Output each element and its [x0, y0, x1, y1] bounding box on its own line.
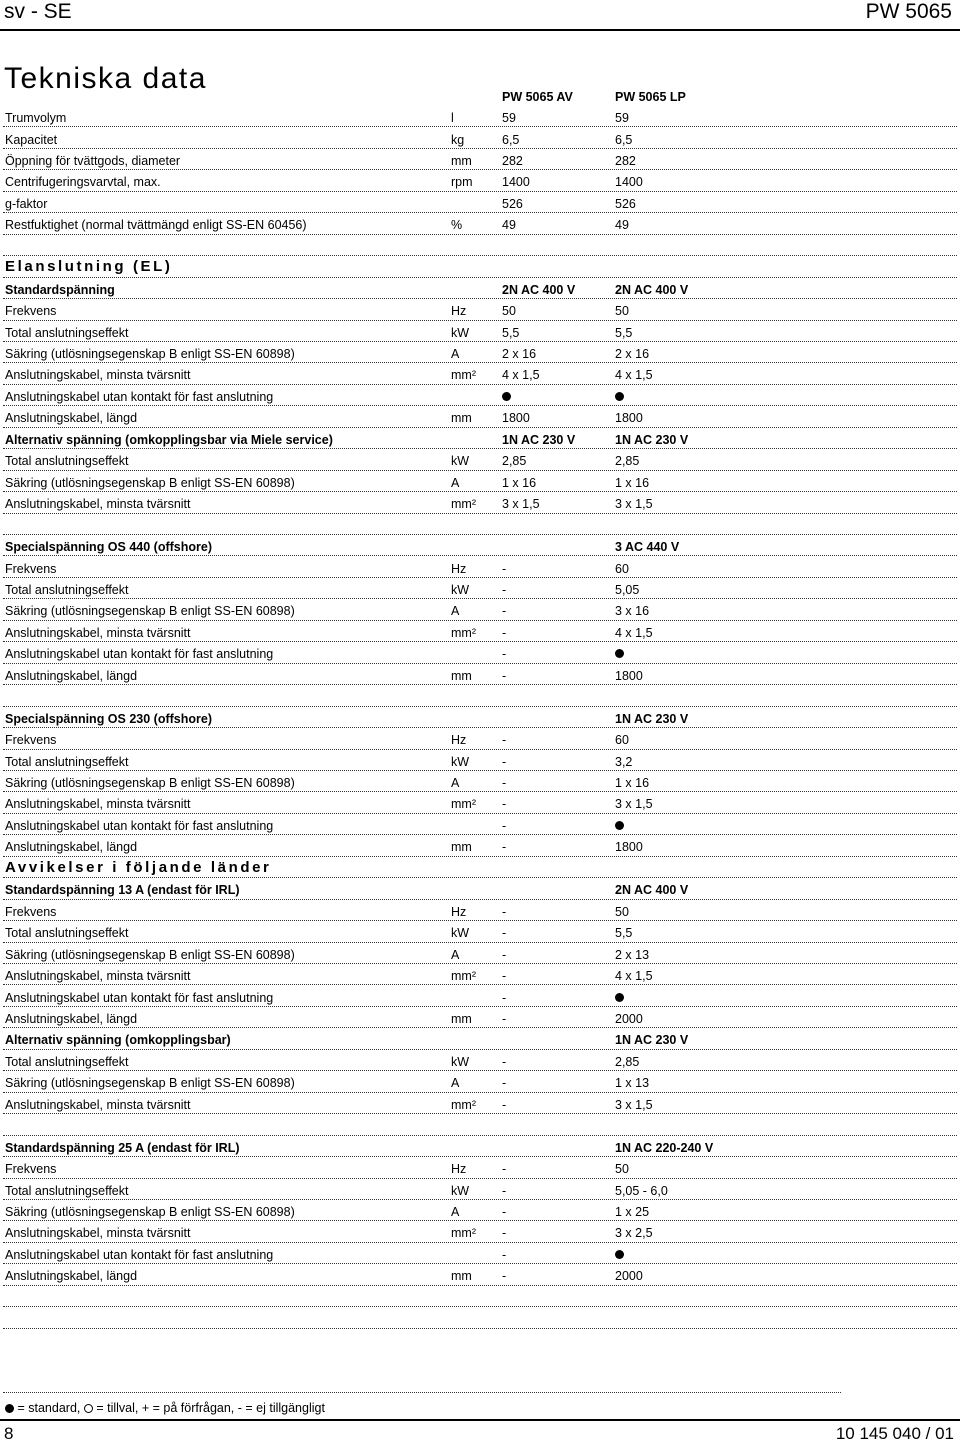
row-unit: mm — [451, 411, 472, 426]
row-label: Säkring (utlösningsegenskap B enligt SS-EN 60898) — [5, 776, 295, 790]
row-label: Total anslutningseffekt — [5, 1054, 129, 1069]
table-row — [0, 471, 960, 492]
row-unit: A — [451, 604, 460, 619]
row-label: Specialspänning OS 440 (offshore) — [5, 540, 212, 555]
value-lp — [615, 1248, 624, 1262]
value-lp — [615, 819, 624, 833]
value-av: - — [502, 604, 507, 619]
row-label: Total anslutningseffekt — [5, 1183, 129, 1198]
value-av: - — [502, 1226, 507, 1241]
row-label: Anslutningskabel, minsta tvärsnitt — [5, 969, 191, 984]
row-label: Anslutningskabel, längd — [5, 1269, 138, 1284]
value-lp: 50 — [615, 304, 629, 319]
table-row — [0, 363, 960, 384]
table-row — [0, 1200, 960, 1221]
value-av: 3 x 1,5 — [502, 497, 540, 512]
row-label: Specialspänning OS 230 (offshore) — [5, 711, 212, 726]
spacer-row — [0, 1286, 960, 1307]
value-av: - — [502, 647, 507, 662]
value-lp: 1N AC 230 V — [615, 1033, 689, 1048]
value-lp: 50 — [615, 904, 629, 919]
table-row — [0, 1243, 960, 1264]
table-row — [0, 192, 960, 213]
row-label: Anslutningskabel utan kontakt för fast anslutning — [5, 389, 274, 404]
table-row — [0, 878, 960, 899]
table-row — [0, 535, 960, 556]
row-label: Säkring (utlösningsegenskap B enligt SS-EN 60898) — [5, 1205, 295, 1219]
value-av: - — [502, 582, 507, 597]
table-row — [0, 213, 960, 234]
row-label: Anslutningskabel utan kontakt för fast anslutning — [5, 990, 274, 1005]
row-label: Anslutningskabel, minsta tvärsnitt — [5, 625, 191, 640]
value-lp: 3 AC 440 V — [615, 540, 680, 555]
row-unit: Hz — [451, 733, 467, 748]
table-row — [0, 1221, 960, 1242]
table-row — [0, 728, 960, 749]
row-label: Total anslutningseffekt — [5, 582, 129, 597]
value-av: 5,5 — [502, 325, 520, 340]
row-label: Kapacitet — [5, 132, 58, 147]
table-row — [0, 642, 960, 663]
value-lp: 59 — [615, 111, 629, 126]
value-lp: 3 x 1,5 — [615, 497, 653, 512]
row-unit: kW — [451, 582, 470, 597]
row-label: Anslutningskabel utan kontakt för fast anslutning — [5, 1247, 274, 1262]
value-lp: 1N AC 230 V — [615, 711, 689, 726]
value-av: 6,5 — [502, 132, 520, 147]
table-row — [0, 964, 960, 985]
model-name: PW 5065 — [865, 0, 952, 23]
document-number: 10 145 040 / 01 — [835, 1424, 954, 1443]
filled-dot-icon — [5, 1404, 14, 1413]
row-unit: mm² — [451, 1226, 476, 1241]
table-row — [0, 128, 960, 149]
row-label: Anslutningskabel, längd — [5, 840, 138, 855]
table-row — [0, 1028, 960, 1049]
value-lp: 49 — [615, 218, 629, 233]
value-av: - — [502, 1097, 507, 1112]
row-unit: kW — [451, 754, 470, 769]
value-lp: 4 x 1,5 — [615, 625, 653, 640]
table-row — [0, 835, 960, 856]
legend-option-text: = tillval, + = på förfrågan, - = ej tillgängligt — [96, 1401, 325, 1415]
value-lp: 1800 — [615, 411, 643, 426]
row-label: Frekvens — [5, 1162, 57, 1177]
value-lp: 1 x 16 — [615, 475, 650, 490]
table-row — [0, 1007, 960, 1028]
row-label: Öppning för tvättgods, diameter — [5, 153, 181, 168]
row-label: Säkring (utlösningsegenskap B enligt SS-EN 60898) — [5, 1076, 295, 1091]
value-lp — [615, 991, 624, 1005]
row-unit: A — [451, 1205, 460, 1219]
row-unit: mm — [451, 668, 472, 683]
value-lp: 1400 — [615, 175, 643, 190]
language-code: sv - SE — [4, 0, 72, 23]
value-av: - — [502, 1269, 507, 1284]
value-lp: 3 x 16 — [615, 604, 650, 619]
value-av: - — [502, 733, 507, 748]
row-unit: kW — [451, 926, 470, 941]
value-av: 526 — [502, 196, 523, 211]
footer-rule — [0, 1419, 960, 1421]
row-unit: A — [451, 475, 460, 490]
table-row — [0, 664, 960, 685]
table-row — [0, 750, 960, 771]
value-av: - — [502, 776, 507, 790]
table-row — [0, 449, 960, 470]
table-row — [0, 557, 960, 578]
row-label: Centrifugeringsvarvtal, max. — [5, 175, 161, 190]
value-av: - — [502, 904, 507, 919]
value-av: 1800 — [502, 411, 530, 426]
value-av: - — [502, 1247, 507, 1262]
value-av: - — [502, 1162, 507, 1177]
row-unit: mm² — [451, 368, 476, 383]
row-label: Säkring (utlösningsegenskap B enligt SS-EN 60898) — [5, 947, 295, 962]
value-lp: 526 — [615, 196, 636, 211]
value-lp: 5,5 — [615, 926, 633, 941]
value-av: 4 x 1,5 — [502, 368, 540, 383]
row-unit: mm² — [451, 797, 476, 812]
row-label: Anslutningskabel, minsta tvärsnitt — [5, 1097, 191, 1112]
row-label: Anslutningskabel, minsta tvärsnitt — [5, 368, 191, 383]
table-row — [0, 707, 960, 728]
table-row — [0, 170, 960, 191]
row-unit: A — [451, 347, 460, 361]
value-lp: 2000 — [615, 1011, 643, 1026]
row-unit: mm — [451, 1011, 472, 1026]
row-unit: mm² — [451, 1097, 476, 1112]
value-av: - — [502, 561, 507, 576]
table-row — [0, 1264, 960, 1285]
value-av: 49 — [502, 218, 516, 233]
row-unit: Hz — [451, 904, 467, 919]
row-label: Anslutningskabel, minsta tvärsnitt — [5, 1226, 191, 1241]
table-row — [0, 278, 960, 299]
row-label: Total anslutningseffekt — [5, 926, 129, 941]
value-lp: 60 — [615, 561, 629, 576]
row-label: Standardspänning — [5, 282, 115, 297]
value-lp: 3,2 — [615, 754, 633, 769]
value-lp — [615, 390, 624, 404]
row-unit: A — [451, 947, 460, 962]
value-lp: 5,05 - 6,0 — [615, 1183, 668, 1198]
row-label: Anslutningskabel, längd — [5, 668, 138, 683]
table-row — [0, 1157, 960, 1178]
value-av: 2,85 — [502, 454, 527, 469]
value-av: - — [502, 969, 507, 984]
row-unit: kW — [451, 325, 470, 340]
value-lp: 3 x 1,5 — [615, 1097, 653, 1112]
column-header-av: PW 5065 AV — [502, 89, 573, 104]
row-unit: mm — [451, 1269, 472, 1284]
row-label: Frekvens — [5, 304, 57, 319]
value-av: 2 x 16 — [502, 347, 537, 361]
spacer-row — [0, 514, 960, 535]
table-row — [0, 578, 960, 599]
value-lp: 1 x 16 — [615, 776, 650, 790]
value-av: 1 x 16 — [502, 475, 537, 490]
filled-dot-icon — [502, 392, 511, 401]
value-av: - — [502, 926, 507, 941]
spacer-row — [0, 1307, 960, 1328]
value-av: 1400 — [502, 175, 530, 190]
row-unit: Hz — [451, 1162, 467, 1177]
value-lp: 3 x 1,5 — [615, 797, 653, 812]
legend — [5, 1401, 325, 1415]
value-av: 1N AC 230 V — [502, 432, 576, 447]
table-row — [0, 986, 960, 1007]
row-unit: mm² — [451, 625, 476, 640]
section-heading: Avvikelser i följande länder — [5, 858, 272, 876]
row-unit: l — [451, 111, 454, 126]
row-label: Trumvolym — [5, 111, 67, 126]
row-unit: Hz — [451, 561, 467, 576]
value-av: - — [502, 1011, 507, 1026]
table-row — [0, 428, 960, 449]
row-label: Alternativ spänning (omkopplingsbar) — [5, 1033, 231, 1048]
table-row — [0, 406, 960, 427]
table-row — [0, 621, 960, 642]
row-label: Standardspänning 25 A (endast för IRL) — [5, 1140, 240, 1155]
filled-dot-icon — [615, 993, 624, 1002]
value-lp: 1N AC 230 V — [615, 432, 689, 447]
table-row — [0, 1136, 960, 1157]
row-label: Anslutningskabel, längd — [5, 411, 138, 426]
value-av: 282 — [502, 153, 523, 168]
row-label: Anslutningskabel, minsta tvärsnitt — [5, 797, 191, 812]
table-row — [0, 321, 960, 342]
row-label: Anslutningskabel, minsta tvärsnitt — [5, 497, 191, 512]
row-unit: mm² — [451, 969, 476, 984]
row-label: Restfuktighet (normal tvättmängd enligt SS-EN 60456) — [5, 218, 307, 233]
table-row — [0, 814, 960, 835]
table-row — [0, 1071, 960, 1092]
value-av — [502, 390, 511, 404]
row-label: Anslutningskabel utan kontakt för fast anslutning — [5, 818, 274, 833]
open-circle-icon — [84, 1404, 93, 1413]
value-lp: 1800 — [615, 668, 643, 683]
value-av: 50 — [502, 304, 516, 319]
row-unit: Hz — [451, 304, 467, 319]
value-lp: 3 x 2,5 — [615, 1226, 653, 1241]
value-av: - — [502, 754, 507, 769]
row-unit: mm — [451, 840, 472, 855]
legend-divider — [3, 1392, 841, 1393]
value-lp — [615, 647, 624, 661]
column-header-row — [0, 85, 960, 106]
row-label: Frekvens — [5, 561, 57, 576]
value-av: - — [502, 1054, 507, 1069]
value-av: - — [502, 840, 507, 855]
table-row — [0, 149, 960, 170]
value-av: - — [502, 947, 507, 962]
value-av: - — [502, 1076, 507, 1091]
table-row — [0, 106, 960, 127]
section-heading-row — [0, 256, 960, 277]
row-label: g-faktor — [5, 196, 48, 211]
filled-dot-icon — [615, 392, 624, 401]
table-row — [0, 1179, 960, 1200]
row-label: Alternativ spänning (omkopplingsbar via Miele service) — [5, 432, 333, 447]
value-lp: 5,05 — [615, 582, 640, 597]
value-lp: 2000 — [615, 1269, 643, 1284]
value-lp: 5,5 — [615, 325, 633, 340]
row-unit: % — [451, 218, 463, 233]
value-lp: 2 x 13 — [615, 947, 650, 962]
value-av: - — [502, 990, 507, 1005]
value-lp: 2,85 — [615, 454, 640, 469]
value-av: - — [502, 668, 507, 683]
filled-dot-icon — [615, 821, 624, 830]
table-row — [0, 492, 960, 513]
table-row — [0, 771, 960, 792]
row-unit: kW — [451, 1183, 470, 1198]
row-label: Säkring (utlösningsegenskap B enligt SS-EN 60898) — [5, 604, 295, 619]
row-label: Säkring (utlösningsegenskap B enligt SS-EN 60898) — [5, 475, 295, 490]
row-label: Anslutningskabel utan kontakt för fast anslutning — [5, 647, 274, 662]
spacer-row — [0, 685, 960, 706]
table-row — [0, 299, 960, 320]
row-label: Frekvens — [5, 904, 57, 919]
value-lp: 6,5 — [615, 132, 633, 147]
section-heading: Elanslutning (EL) — [5, 258, 173, 276]
row-unit: kg — [451, 132, 465, 147]
spacer-row — [0, 235, 960, 256]
table-row — [0, 921, 960, 942]
value-lp: 60 — [615, 733, 629, 748]
value-lp: 1 x 25 — [615, 1205, 650, 1219]
value-lp: 50 — [615, 1162, 629, 1177]
value-av: - — [502, 1183, 507, 1198]
value-av: 2N AC 400 V — [502, 282, 576, 297]
value-lp: 2 x 16 — [615, 347, 650, 361]
header-rule — [0, 29, 960, 31]
table-row — [0, 1050, 960, 1071]
table-row — [0, 599, 960, 620]
row-unit: A — [451, 776, 460, 790]
row-unit: kW — [451, 1054, 470, 1069]
value-lp: 2,85 — [615, 1054, 640, 1069]
value-lp: 1800 — [615, 840, 643, 855]
value-lp: 2N AC 400 V — [615, 282, 689, 297]
value-lp: 4 x 1,5 — [615, 969, 653, 984]
table-row — [0, 342, 960, 363]
filled-dot-icon — [615, 1250, 624, 1259]
row-unit: rpm — [451, 175, 473, 190]
table-row — [0, 943, 960, 964]
spacer-row — [0, 1114, 960, 1135]
row-label: Total anslutningseffekt — [5, 454, 129, 469]
row-label: Standardspänning 13 A (endast för IRL) — [5, 883, 240, 898]
value-lp: 1N AC 220-240 V — [615, 1140, 714, 1155]
value-av: 59 — [502, 111, 516, 126]
row-unit: kW — [451, 454, 470, 469]
value-lp: 4 x 1,5 — [615, 368, 653, 383]
row-label: Total anslutningseffekt — [5, 325, 129, 340]
value-lp: 282 — [615, 153, 636, 168]
section-heading-row — [0, 857, 960, 878]
table-row — [0, 385, 960, 406]
row-divider — [3, 1328, 957, 1329]
row-label: Säkring (utlösningsegenskap B enligt SS-EN 60898) — [5, 347, 295, 361]
page-number: 8 — [4, 1424, 14, 1443]
value-lp: 2N AC 400 V — [615, 883, 689, 898]
filled-dot-icon — [615, 649, 624, 658]
row-unit: mm² — [451, 497, 476, 512]
table-row — [0, 1093, 960, 1114]
column-header-lp: PW 5065 LP — [615, 89, 686, 104]
value-av: - — [502, 818, 507, 833]
page-title: Tekniska data — [4, 62, 207, 95]
value-av: - — [502, 1205, 507, 1219]
row-unit: mm — [451, 153, 472, 168]
table-row — [0, 900, 960, 921]
table-row — [0, 792, 960, 813]
legend-standard-text: = standard, — [17, 1401, 81, 1415]
value-lp: 1 x 13 — [615, 1076, 650, 1091]
value-av: - — [502, 797, 507, 812]
value-av: - — [502, 625, 507, 640]
row-unit: A — [451, 1076, 460, 1091]
row-label: Anslutningskabel, längd — [5, 1011, 138, 1026]
row-label: Frekvens — [5, 733, 57, 748]
row-label: Total anslutningseffekt — [5, 754, 129, 769]
